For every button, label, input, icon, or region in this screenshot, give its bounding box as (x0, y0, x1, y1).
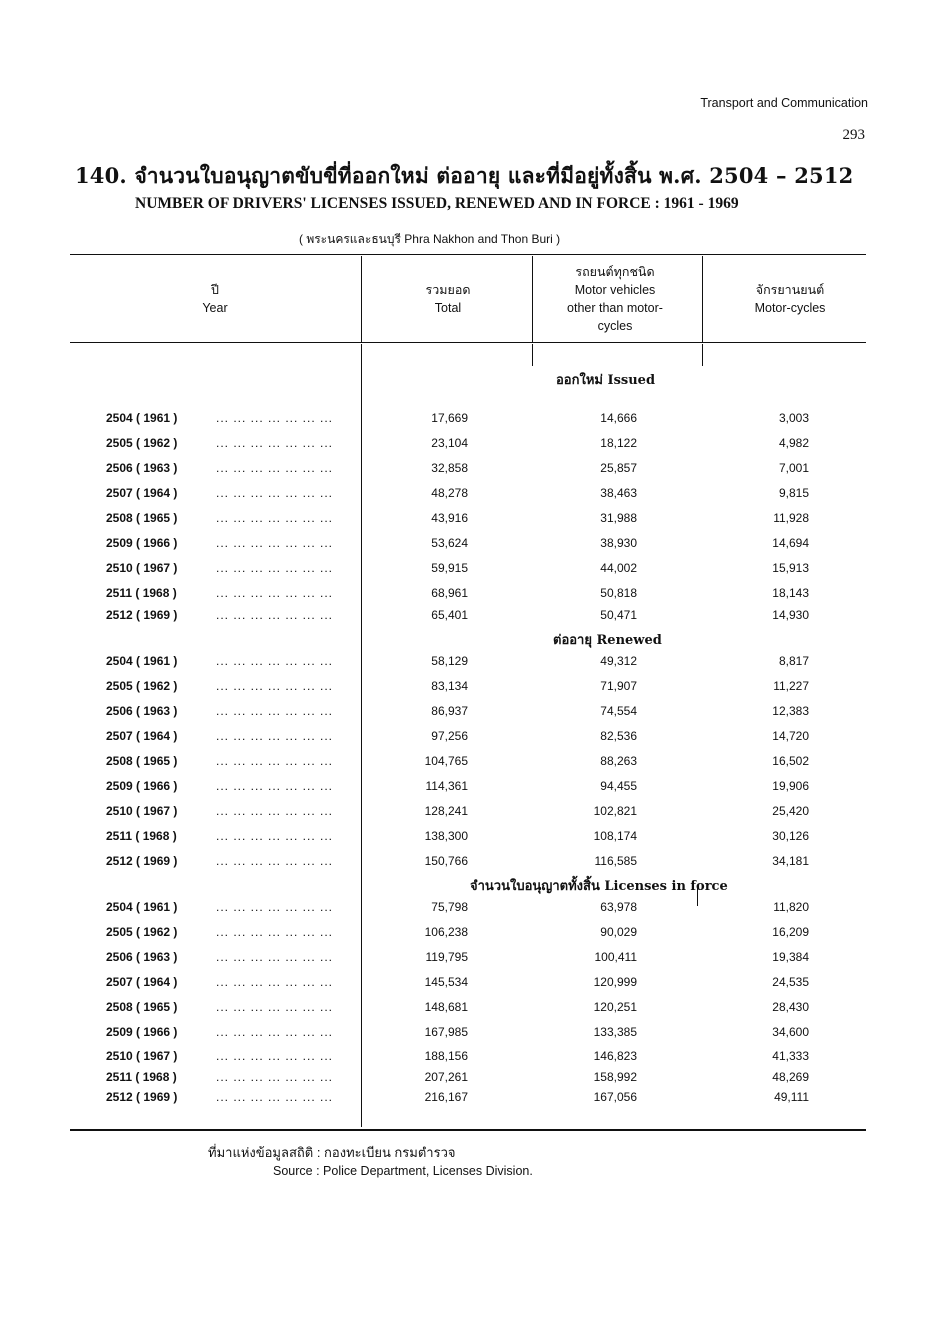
row-total: 148,681 (424, 1000, 468, 1014)
table-row (0, 779, 941, 799)
row-motor-cycles: 9,815 (778, 486, 809, 500)
row-year: 2504 ( 1961 ) (106, 654, 178, 668)
table-row (0, 536, 941, 556)
table-row (0, 511, 941, 531)
column-divider-motor-cycles (702, 256, 703, 342)
row-year: 2509 ( 1966 ) (106, 1025, 178, 1039)
row-motor-cycles: 34,181 (772, 854, 809, 868)
table-row (0, 411, 941, 431)
row-total: 167,985 (424, 1025, 468, 1039)
row-year: 2510 ( 1967 ) (106, 561, 178, 575)
row-motor-cycles: 41,333 (772, 1049, 809, 1063)
row-total: 106,238 (424, 925, 468, 939)
row-motor-cycles: 8,817 (778, 654, 809, 668)
row-year: 2512 ( 1969 ) (106, 1090, 178, 1104)
source-note-thai: ที่มาแห่งข้อมูลสถิติ : กองทะเบียน กรมตำรวจ (208, 1145, 456, 1160)
header-motor-cycles (725, 281, 855, 317)
header-total-thai: รวมยอด (425, 283, 471, 297)
row-total: 216,167 (424, 1090, 468, 1104)
table-row (0, 729, 941, 749)
table-row (0, 854, 941, 874)
row-leader-dots: ... ... ... ... ... ... ... (216, 654, 334, 668)
row-motor-cycles: 11,227 (773, 679, 809, 693)
row-total: 188,156 (424, 1049, 468, 1063)
row-total: 138,300 (424, 829, 468, 843)
row-motor-vehicles: 18,122 (600, 436, 637, 450)
row-year: 2506 ( 1963 ) (106, 950, 178, 964)
header-motor-vehicles (545, 263, 685, 335)
column-divider-year-total (361, 256, 362, 342)
row-total: 114,361 (425, 779, 468, 793)
row-year: 2508 ( 1965 ) (106, 1000, 178, 1014)
row-year: 2509 ( 1966 ) (106, 779, 178, 793)
row-leader-dots: ... ... ... ... ... ... ... (216, 1070, 334, 1084)
header-total (393, 281, 503, 317)
row-motor-cycles: 28,430 (772, 1000, 809, 1014)
table-row (0, 804, 941, 824)
row-leader-dots: ... ... ... ... ... ... ... (216, 486, 334, 500)
row-motor-vehicles: 63,978 (600, 900, 637, 914)
table-row (0, 679, 941, 699)
row-motor-cycles: 25,420 (772, 804, 809, 818)
header-motor-line2: other than motor- (567, 301, 663, 315)
row-motor-vehicles: 100,411 (594, 950, 637, 964)
row-year: 2508 ( 1965 ) (106, 511, 178, 525)
table-subtitle: ( พระนครและธนบุรี Phra Nakhon and Thon Buri ) (299, 232, 561, 246)
row-leader-dots: ... ... ... ... ... ... ... (216, 1025, 334, 1039)
row-year: 2512 ( 1969 ) (106, 608, 178, 622)
table-row (0, 1049, 941, 1069)
table-row (0, 950, 941, 970)
row-motor-vehicles: 133,385 (593, 1025, 637, 1039)
row-total: 145,534 (424, 975, 468, 989)
header-cycles-thai: จักรยานยนต์ (755, 283, 825, 297)
row-motor-vehicles: 158,992 (593, 1070, 637, 1084)
row-leader-dots: ... ... ... ... ... ... ... (216, 536, 334, 550)
row-leader-dots: ... ... ... ... ... ... ... (216, 1090, 334, 1104)
row-year: 2511 ( 1968 ) (106, 1070, 177, 1084)
row-motor-vehicles: 102,821 (593, 804, 637, 818)
row-leader-dots: ... ... ... ... ... ... ... (216, 950, 334, 964)
row-year: 2511 ( 1968 ) (106, 586, 177, 600)
row-leader-dots: ... ... ... ... ... ... ... (216, 854, 334, 868)
row-motor-cycles: 34,600 (772, 1025, 809, 1039)
row-total: 86,937 (431, 704, 468, 718)
header-motor-line1: Motor vehicles (574, 283, 656, 297)
row-motor-cycles: 7,001 (778, 461, 809, 475)
table-row (0, 436, 941, 456)
table-row (0, 654, 941, 674)
row-year: 2505 ( 1962 ) (106, 925, 178, 939)
header-year (160, 281, 270, 317)
table-row (0, 925, 941, 945)
row-motor-vehicles: 50,818 (600, 586, 637, 600)
row-motor-vehicles: 44,002 (600, 561, 637, 575)
table-row (0, 900, 941, 920)
row-total: 58,129 (431, 654, 468, 668)
row-year: 2507 ( 1964 ) (106, 975, 178, 989)
row-total: 104,765 (424, 754, 468, 768)
row-total: 119,795 (425, 950, 468, 964)
header-motor-line3: cycles (597, 319, 633, 333)
table-title-thai: 140. จำนวนใบอนุญาตขับขี่ที่ออกใหม่ ต่ออายุ และที่มีอยู่ทั้งสิ้น พ.ศ. 2504 – 2512 (75, 163, 854, 188)
table-bottom-rule (70, 1129, 866, 1131)
row-year: 2507 ( 1964 ) (106, 729, 178, 743)
row-motor-vehicles: 38,930 (600, 536, 637, 550)
row-motor-cycles: 11,928 (773, 511, 809, 525)
row-leader-dots: ... ... ... ... ... ... ... (216, 925, 334, 939)
row-motor-vehicles: 90,029 (600, 925, 637, 939)
row-motor-vehicles: 49,312 (600, 654, 637, 668)
row-total: 53,624 (431, 536, 468, 550)
row-leader-dots: ... ... ... ... ... ... ... (216, 729, 334, 743)
row-motor-cycles: 3,003 (778, 411, 809, 425)
table-row (0, 486, 941, 506)
row-leader-dots: ... ... ... ... ... ... ... (216, 704, 334, 718)
section-label-issued: ออกใหม่ Issued (556, 373, 656, 388)
row-year: 2510 ( 1967 ) (106, 1049, 178, 1063)
table-top-rule (70, 254, 866, 255)
row-motor-cycles: 15,913 (772, 561, 809, 575)
row-total: 75,798 (431, 900, 468, 914)
row-year: 2511 ( 1968 ) (106, 829, 177, 843)
row-year: 2506 ( 1963 ) (106, 461, 178, 475)
row-year: 2507 ( 1964 ) (106, 486, 178, 500)
row-year: 2504 ( 1961 ) (106, 411, 178, 425)
row-motor-vehicles: 116,585 (594, 854, 637, 868)
row-year: 2505 ( 1962 ) (106, 679, 178, 693)
row-motor-cycles: 19,906 (772, 779, 809, 793)
row-total: 23,104 (431, 436, 468, 450)
row-year: 2504 ( 1961 ) (106, 900, 178, 914)
source-note-english: Source : Police Department, Licenses Division. (273, 1164, 533, 1178)
row-year: 2510 ( 1967 ) (106, 804, 178, 818)
table-row (0, 1000, 941, 1020)
row-leader-dots: ... ... ... ... ... ... ... (216, 561, 334, 575)
header-year-english: Year (202, 301, 228, 315)
row-motor-vehicles: 82,536 (600, 729, 637, 743)
row-motor-cycles: 18,143 (772, 586, 809, 600)
row-year: 2512 ( 1969 ) (106, 854, 178, 868)
row-total: 59,915 (431, 561, 468, 575)
row-motor-vehicles: 108,174 (593, 829, 637, 843)
row-total: 97,256 (431, 729, 468, 743)
row-motor-cycles: 19,384 (772, 950, 809, 964)
row-motor-cycles: 30,126 (772, 829, 809, 843)
row-leader-dots: ... ... ... ... ... ... ... (216, 900, 334, 914)
row-motor-cycles: 11,820 (773, 900, 809, 914)
header-motor-thai: รถยนต์ทุกชนิด (575, 265, 655, 279)
header-year-thai: ปี (211, 283, 219, 297)
table-row (0, 586, 941, 606)
row-motor-cycles: 16,209 (772, 925, 809, 939)
row-motor-vehicles: 146,823 (593, 1049, 637, 1063)
row-leader-dots: ... ... ... ... ... ... ... (216, 608, 334, 622)
section-label-in-force: จำนวนใบอนุญาตทั้งสิ้น Licenses in force (470, 879, 728, 894)
running-head: Transport and Communication (700, 96, 868, 110)
row-motor-vehicles: 31,988 (600, 511, 637, 525)
row-motor-cycles: 16,502 (772, 754, 809, 768)
row-leader-dots: ... ... ... ... ... ... ... (216, 436, 334, 450)
row-leader-dots: ... ... ... ... ... ... ... (216, 679, 334, 693)
row-motor-vehicles: 50,471 (600, 608, 637, 622)
row-leader-dots: ... ... ... ... ... ... ... (216, 829, 334, 843)
table-row (0, 975, 941, 995)
header-bottom-rule (70, 342, 866, 343)
table-row (0, 754, 941, 774)
row-motor-cycles: 49,111 (774, 1090, 809, 1104)
table-row (0, 561, 941, 581)
table-row (0, 829, 941, 849)
row-motor-vehicles: 94,455 (600, 779, 637, 793)
row-motor-cycles: 4,982 (778, 436, 809, 450)
row-motor-cycles: 24,535 (772, 975, 809, 989)
row-motor-vehicles: 38,463 (600, 486, 637, 500)
row-total: 32,858 (431, 461, 468, 475)
row-motor-cycles: 14,930 (772, 608, 809, 622)
row-motor-vehicles: 25,857 (600, 461, 637, 475)
row-total: 48,278 (431, 486, 468, 500)
header-cycles-english: Motor-cycles (754, 301, 826, 315)
table-row (0, 1025, 941, 1045)
section-label-renewed: ต่ออายุ Renewed (553, 633, 662, 648)
row-total: 83,134 (431, 679, 468, 693)
row-motor-cycles: 48,269 (772, 1070, 809, 1084)
table-row (0, 608, 941, 628)
table-title-english: NUMBER OF DRIVERS' LICENSES ISSUED, RENEWED AND IN FORCE : 1961 - 1969 (135, 195, 739, 212)
row-year: 2506 ( 1963 ) (106, 704, 178, 718)
column-divider-total-motor (532, 256, 533, 342)
row-leader-dots: ... ... ... ... ... ... ... (216, 975, 334, 989)
row-total: 43,916 (431, 511, 468, 525)
row-total: 207,261 (424, 1070, 468, 1084)
row-motor-cycles: 14,720 (772, 729, 809, 743)
row-leader-dots: ... ... ... ... ... ... ... (216, 779, 334, 793)
row-leader-dots: ... ... ... ... ... ... ... (216, 754, 334, 768)
row-leader-dots: ... ... ... ... ... ... ... (216, 411, 334, 425)
table-row (0, 1090, 941, 1110)
column-divider-motor-cycles-body (702, 344, 703, 366)
row-total: 65,401 (431, 608, 468, 622)
row-motor-cycles: 12,383 (772, 704, 809, 718)
row-motor-vehicles: 167,056 (593, 1090, 637, 1104)
table-row (0, 1070, 941, 1090)
row-motor-vehicles: 120,251 (593, 1000, 637, 1014)
table-row (0, 461, 941, 481)
column-divider-total-motor-body (532, 344, 533, 366)
row-motor-vehicles: 14,666 (600, 411, 637, 425)
row-motor-vehicles: 71,907 (600, 679, 637, 693)
row-total: 68,961 (431, 586, 468, 600)
header-total-english: Total (434, 301, 462, 315)
row-year: 2508 ( 1965 ) (106, 754, 178, 768)
row-motor-vehicles: 88,263 (600, 754, 637, 768)
row-motor-vehicles: 74,554 (600, 704, 637, 718)
row-year: 2505 ( 1962 ) (106, 436, 178, 450)
row-leader-dots: ... ... ... ... ... ... ... (216, 1049, 334, 1063)
row-leader-dots: ... ... ... ... ... ... ... (216, 1000, 334, 1014)
table-row (0, 704, 941, 724)
row-total: 128,241 (424, 804, 468, 818)
row-leader-dots: ... ... ... ... ... ... ... (216, 461, 334, 475)
row-leader-dots: ... ... ... ... ... ... ... (216, 586, 334, 600)
row-motor-vehicles: 120,999 (593, 975, 637, 989)
page-number: 293 (842, 127, 865, 143)
row-total: 150,766 (424, 854, 468, 868)
row-year: 2509 ( 1966 ) (106, 536, 178, 550)
row-leader-dots: ... ... ... ... ... ... ... (216, 511, 334, 525)
row-motor-cycles: 14,694 (772, 536, 809, 550)
row-total: 17,669 (431, 411, 468, 425)
row-leader-dots: ... ... ... ... ... ... ... (216, 804, 334, 818)
